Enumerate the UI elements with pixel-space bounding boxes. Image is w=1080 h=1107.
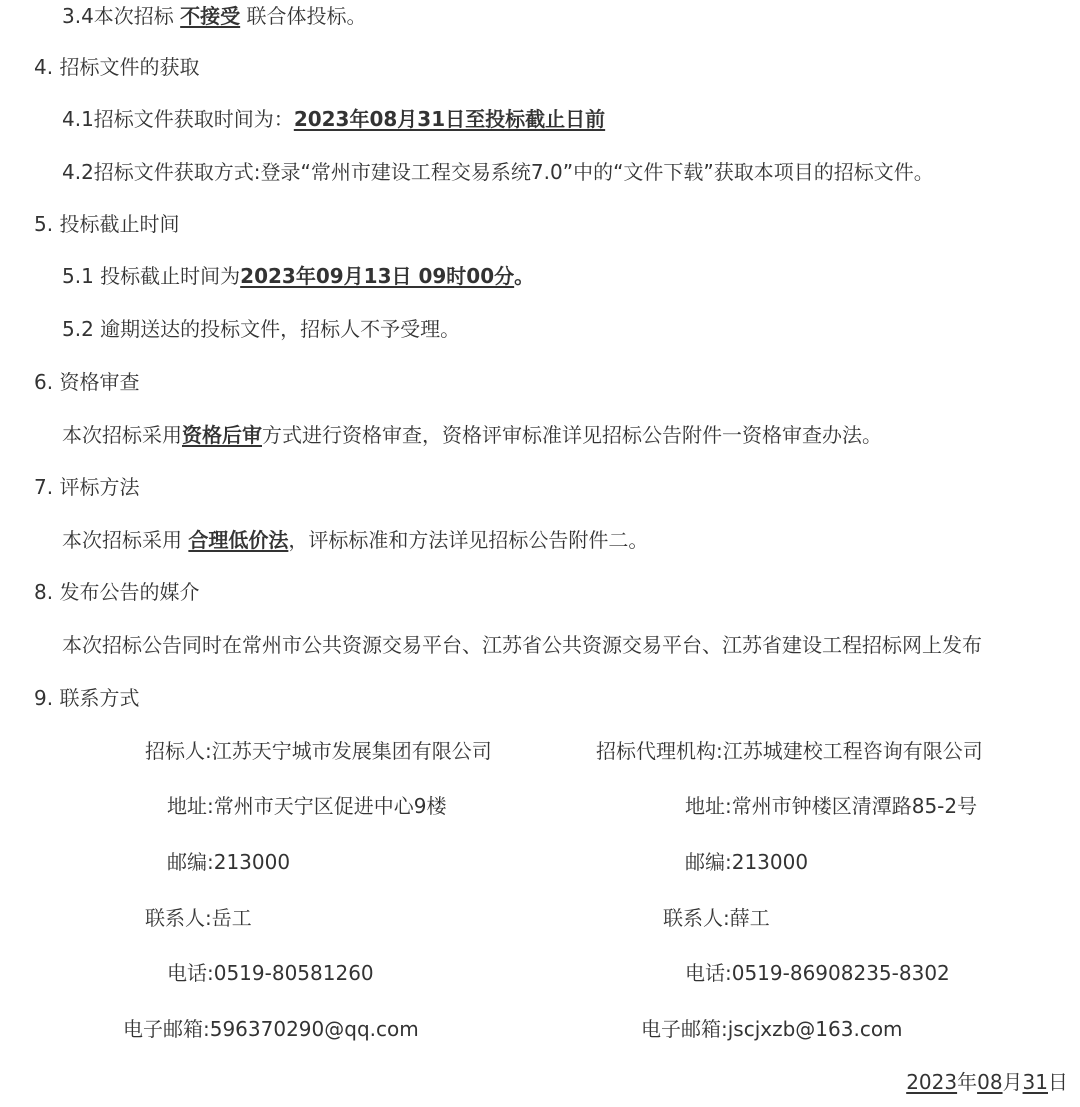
date-day: 31 — [1022, 1070, 1048, 1094]
clause-6 — [62, 421, 882, 449]
clause-3-4-emphasis: 不接受 — [180, 4, 241, 28]
heading-5: 5. 投标截止时间 — [34, 212, 180, 236]
tenderer-email: 电子邮箱:596370290@qq.com — [123, 1017, 419, 1041]
clause-4-1 — [62, 105, 605, 133]
clause-3-4-text: 3.4本次招标 — [62, 4, 181, 28]
clause-7-tail: ，评标标准和方法详见招标公告附件二。 — [288, 528, 649, 552]
clause-3-4 — [62, 2, 367, 30]
clause-3-4-tail: 联合体投标。 — [240, 4, 367, 28]
heading-6: 6. 资格审查 — [34, 370, 140, 394]
clause-5-1-text: 5.1 投标截止时间为 — [62, 264, 241, 288]
clause-6-tail: 方式进行资格审查，资格评审标准详见招标公告附件一资格审查办法。 — [262, 423, 882, 447]
clause-5-2: 5.2 逾期送达的投标文件，招标人不予受理。 — [62, 317, 461, 341]
agency-zip: 邮编:213000 — [685, 850, 809, 874]
tenderer-zip: 邮编:213000 — [167, 850, 291, 874]
clause-8: 本次招标公告同时在常州市公共资源交易平台、江苏省公共资源交易平台、江苏省建设工程招标网上发布 — [62, 633, 982, 657]
clause-7-emphasis: 合理低价法 — [188, 528, 289, 552]
agency-email: 电子邮箱:jscjxzb@163.com — [641, 1017, 903, 1041]
announcement-date — [906, 1068, 1068, 1096]
heading-7: 7. 评标方法 — [34, 475, 140, 499]
clause-6-emphasis: 资格后审 — [182, 423, 262, 447]
tenderer-address: 地址:常州市天宁区促进中心9楼 — [167, 794, 447, 818]
agency-contact: 联系人:薛工 — [663, 906, 770, 930]
clause-7 — [62, 526, 648, 554]
date-month: 08 — [977, 1070, 1003, 1094]
heading-9: 9. 联系方式 — [34, 686, 140, 710]
agency-name: 招标代理机构:江苏城建校工程咨询有限公司 — [596, 739, 983, 763]
clause-7-text: 本次招标采用 — [62, 528, 189, 552]
heading-4: 4. 招标文件的获取 — [34, 55, 200, 79]
clause-5-1 — [62, 262, 534, 290]
agency-address: 地址:常州市钟楼区清潭路85-2号 — [685, 794, 978, 818]
date-year-label: 年 — [957, 1070, 978, 1094]
clause-4-1-text: 4.1招标文件获取时间为： — [62, 107, 294, 131]
clause-4-1-emphasis: 2023年08月31日至投标截止日前 — [293, 107, 606, 131]
tenderer-name: 招标人:江苏天宁城市发展集团有限公司 — [145, 739, 492, 763]
clause-5-1-emphasis: 2023年09月13日 09时00分 — [240, 264, 515, 288]
agency-phone: 电话:0519-86908235-8302 — [685, 961, 950, 985]
date-year: 2023 — [906, 1070, 958, 1094]
date-month-label: 月 — [1002, 1070, 1023, 1094]
clause-4-2: 4.2招标文件获取方式:登录“常州市建设工程交易系统7.0”中的“文件下载”获取本项目的招标文件。 — [62, 160, 934, 184]
heading-8: 8. 发布公告的媒介 — [34, 580, 200, 604]
tenderer-phone: 电话:0519-80581260 — [167, 961, 374, 985]
clause-6-text: 本次招标采用 — [62, 423, 182, 447]
date-day-label: 日 — [1048, 1070, 1068, 1094]
clause-5-1-tail: 。 — [514, 264, 535, 288]
tenderer-contact: 联系人:岳工 — [145, 906, 252, 930]
